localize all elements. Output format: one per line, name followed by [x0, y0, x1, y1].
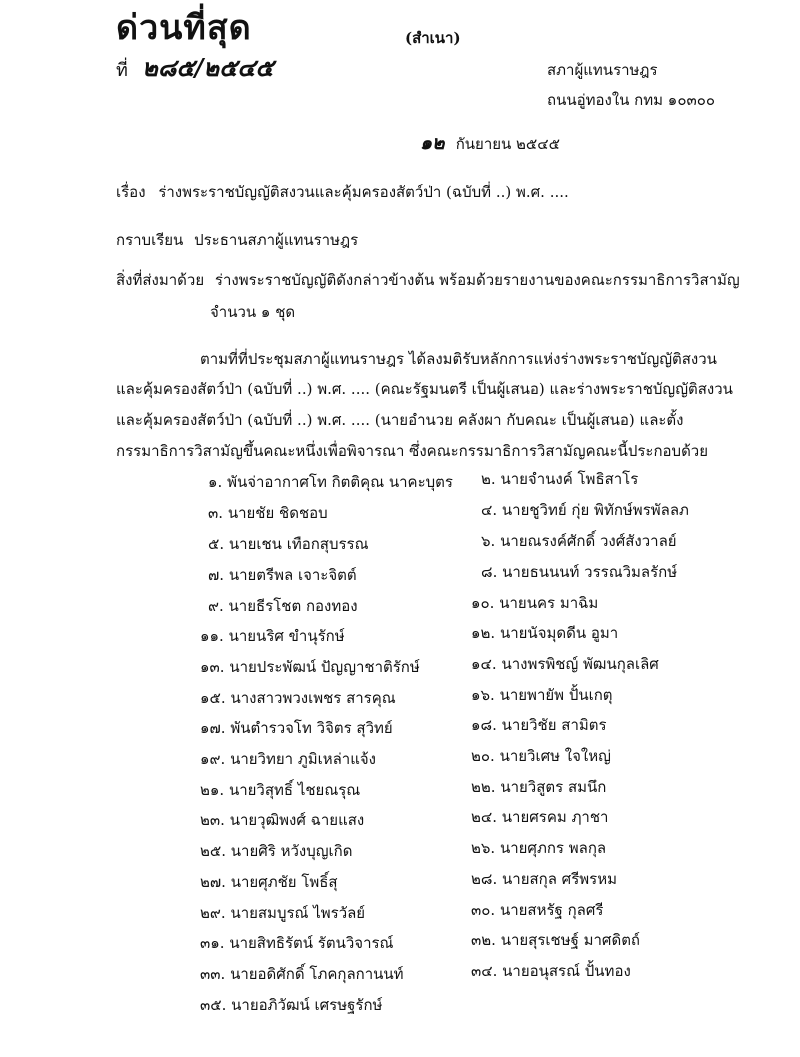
member-number: ๙. — [208, 597, 224, 615]
member-name: นายธนนนท์ วรรณวิมลรักษ์ — [502, 563, 678, 581]
member-number: ๒๙. — [200, 904, 226, 922]
member-number: ๑๕. — [200, 689, 226, 707]
member-item — [481, 498, 689, 522]
member-item — [208, 470, 453, 494]
member-number: ๑. — [208, 473, 223, 491]
member-number: ๑๘. — [471, 716, 497, 734]
member-name: พันตำรวจโท วิจิตร สุวิทย์ — [230, 719, 393, 737]
member-item — [200, 624, 345, 648]
member-item — [481, 467, 638, 491]
member-item — [471, 959, 631, 983]
member-number: ๒. — [481, 470, 496, 488]
salutation-text: ประธานสภาผู้แทนราษฎร — [194, 231, 359, 249]
member-name: นายอนุสรณ์ ปั้นทอง — [502, 962, 631, 980]
member-number: ๑๐. — [471, 594, 495, 612]
member-number: ๔. — [481, 501, 498, 519]
member-item — [471, 836, 606, 860]
member-item — [481, 560, 677, 584]
member-number: ๓. — [208, 504, 224, 522]
member-number: ๒๐. — [471, 747, 495, 765]
member-name: นายวิทยา ภูมิเหล่าแจ้ง — [230, 750, 377, 768]
salutation-label: กราบเรียน — [116, 231, 184, 249]
member-name: นายณรงค์ศักดิ์ วงศ์สังวาลย์ — [500, 532, 677, 550]
body-line-2: และคุ้มครองสัตว์ป่า (ฉบับที่ ..) พ.ศ. .... (คณะรัฐมนตรี เป็นผู้เสนอ) และร่างพระราชบัญญัติสงวน — [116, 380, 733, 398]
member-name: นายนริศ ขำนุรักษ์ — [228, 627, 345, 645]
member-name: นายสมบูรณ์ ไพรวัลย์ — [230, 904, 366, 922]
member-number: ๒๕. — [200, 842, 227, 860]
member-item — [208, 501, 328, 525]
member-name: นายศุภชัย โพธิ์สุ — [230, 873, 338, 891]
member-item — [208, 532, 369, 556]
member-number: ๓๐. — [471, 901, 496, 919]
member-number: ๑๖. — [471, 686, 495, 704]
member-item — [471, 621, 618, 645]
member-item — [481, 529, 677, 553]
member-name: นายตรีพล เจาะจิตต์ — [228, 566, 357, 584]
member-number: ๑๒. — [471, 624, 496, 642]
member-item — [471, 652, 659, 676]
member-number: ๓๓. — [200, 965, 226, 983]
member-item — [200, 993, 382, 1017]
member-name: นายสหรัฐ กุลศรี — [499, 901, 604, 919]
member-item — [471, 683, 613, 707]
member-name: นายวุฒิพงศ์ ฉายแสง — [229, 811, 365, 829]
member-item — [200, 655, 420, 679]
member-name: นายวิสุทธิ์ ไชยณรุณ — [228, 781, 361, 799]
member-number: ๓๔. — [471, 962, 498, 980]
member-name: นายสุรเชษฐ์ มาศดิตถ์ — [500, 931, 641, 949]
salutation-line — [116, 228, 358, 252]
member-item — [200, 901, 365, 925]
member-name: นายชูวิทย์ กุ่ย พิทักษ์พรพัลลภ — [501, 501, 689, 519]
member-item — [200, 686, 396, 710]
member-number: ๒๑. — [200, 781, 225, 799]
member-item — [200, 870, 338, 894]
member-item — [200, 778, 360, 802]
member-item — [471, 591, 598, 615]
member-item — [471, 775, 606, 799]
member-name: นางพรพิชญ์ พัฒนกุลเลิศ — [501, 655, 659, 673]
member-name: นายสกุล ศรีพรหม — [502, 870, 617, 888]
member-number: ๑๙. — [200, 750, 226, 768]
member-name: นางสาวพวงเพชร สารคุณ — [230, 689, 396, 707]
body-line-4: กรรมาธิการวิสามัญขึ้นคณะหนึ่งเพื่อพิจารณา ซึ่งคณะกรรมาธิการวิสามัญคณะนี้ประกอบด้วย — [116, 442, 709, 460]
member-item — [471, 744, 611, 768]
enclosure-label: สิ่งที่ส่งมาด้วย — [116, 271, 205, 289]
member-name: นายนัจมุดดีน อูมา — [499, 624, 619, 642]
subject-text: ร่างพระราชบัญญัติสงวนและคุ้มครองสัตว์ป่า (ฉบับที่ ..) พ.ศ. .... — [158, 183, 569, 201]
letter-date — [420, 128, 560, 158]
member-item — [471, 713, 607, 737]
member-item — [208, 563, 357, 587]
member-number: ๑๗. — [200, 719, 226, 737]
subject-line — [116, 180, 569, 204]
member-item — [471, 898, 603, 922]
body-line-1: ตามที่ที่ประชุมสภาผู้แทนราษฎร ได้ลงมติรับหลักการแห่งร่างพระราชบัญญัติสงวน — [200, 350, 717, 368]
member-item — [200, 716, 393, 740]
member-item — [200, 931, 393, 955]
member-name: นายศรคม ฦาชา — [501, 808, 609, 826]
member-number: ๓๑. — [200, 934, 225, 952]
member-name: นายนคร มาฉิม — [499, 594, 599, 612]
member-name: นายสิทธิรัตน์ รัตนวิจารณ์ — [229, 934, 394, 952]
member-name: นายธีรโชต กองทอง — [228, 597, 358, 615]
member-item — [200, 962, 404, 986]
member-number: ๒๗. — [200, 873, 226, 891]
body-line-3: และคุ้มครองสัตว์ป่า (ฉบับที่ ..) พ.ศ. .... (นายอำนวย คลังผา กับคณะ เป็นผู้เสนอ) และตั้ง — [116, 411, 684, 429]
member-number: ๑๓. — [200, 658, 225, 676]
member-name: นายอดิศักดิ์ โภคกุลกานนท์ — [230, 965, 404, 983]
member-name: นายอภิวัฒน์ เศรษฐรักษ์ — [231, 996, 383, 1014]
member-name: นายศิริ หวังบุญเกิด — [230, 842, 353, 860]
enclosure-line — [116, 268, 740, 292]
member-number: ๓๕. — [200, 996, 227, 1014]
member-number: ๒๘. — [471, 870, 498, 888]
member-number: ๑๑. — [200, 627, 224, 645]
member-item — [200, 808, 364, 832]
enclosure-text: ร่างพระราชบัญญัติดังกล่าวข้างต้น พร้อมด้วยรายงานของคณะกรรมาธิการวิสามัญ — [214, 271, 740, 289]
member-name: พันจ่าอากาศโท กิตติคุณ นาคะบุตร — [227, 473, 453, 491]
member-name: นายศุภกร พลกุล — [499, 839, 607, 857]
date-day: ๑๒ — [420, 132, 445, 154]
sender-org: สภาผู้แทนราษฎร — [547, 61, 658, 79]
member-number: ๗. — [208, 566, 225, 584]
member-number: ๒๒. — [471, 778, 496, 796]
member-name: นายประพัฒน์ ปัญญาชาติรักษ์ — [229, 658, 420, 676]
date-month-year: กันยายน ๒๕๔๕ — [455, 135, 560, 153]
member-number: ๒๓. — [200, 811, 225, 829]
member-name: นายจำนงค์ โพธิสาโร — [500, 470, 639, 488]
member-item — [200, 747, 376, 771]
member-name: นายวิชัย สามิตร — [501, 716, 607, 734]
member-name: นายพายัพ ปั้นเกตุ — [499, 686, 613, 704]
member-number: ๘. — [481, 563, 498, 581]
member-item — [200, 839, 353, 863]
member-number: ๕. — [208, 535, 225, 553]
member-name: นายวิเศษ ใจใหญ่ — [499, 747, 611, 765]
urgency-stamp: ด่วนที่สุด — [116, 8, 252, 48]
subject-label: เรื่อง — [116, 183, 146, 201]
member-name: นายวิสูตร สมนึก — [500, 778, 607, 796]
copy-label: (สำเนา) — [405, 29, 461, 47]
member-name: นายเชน เทือกสุบรรณ — [228, 535, 369, 553]
member-number: ๓๒. — [471, 931, 496, 949]
member-item — [471, 928, 640, 952]
member-item — [471, 867, 617, 891]
member-number: ๑๔. — [471, 655, 497, 673]
member-number: ๒๔. — [471, 808, 498, 826]
member-item — [471, 805, 608, 829]
member-number: ๖. — [481, 532, 496, 550]
member-name: นายชัย ชิดชอบ — [227, 504, 328, 522]
member-item — [208, 594, 358, 618]
enclosure-quantity: จำนวน ๑ ชุด — [210, 303, 296, 321]
doc-number: ๒๘๕/๒๕๔๕ — [142, 53, 274, 82]
doc-number-label: ที่ — [116, 60, 128, 81]
sender-address: ถนนอู่ทองใน กทม ๑๐๓๐๐ — [547, 91, 716, 109]
member-number: ๒๖. — [471, 839, 496, 857]
